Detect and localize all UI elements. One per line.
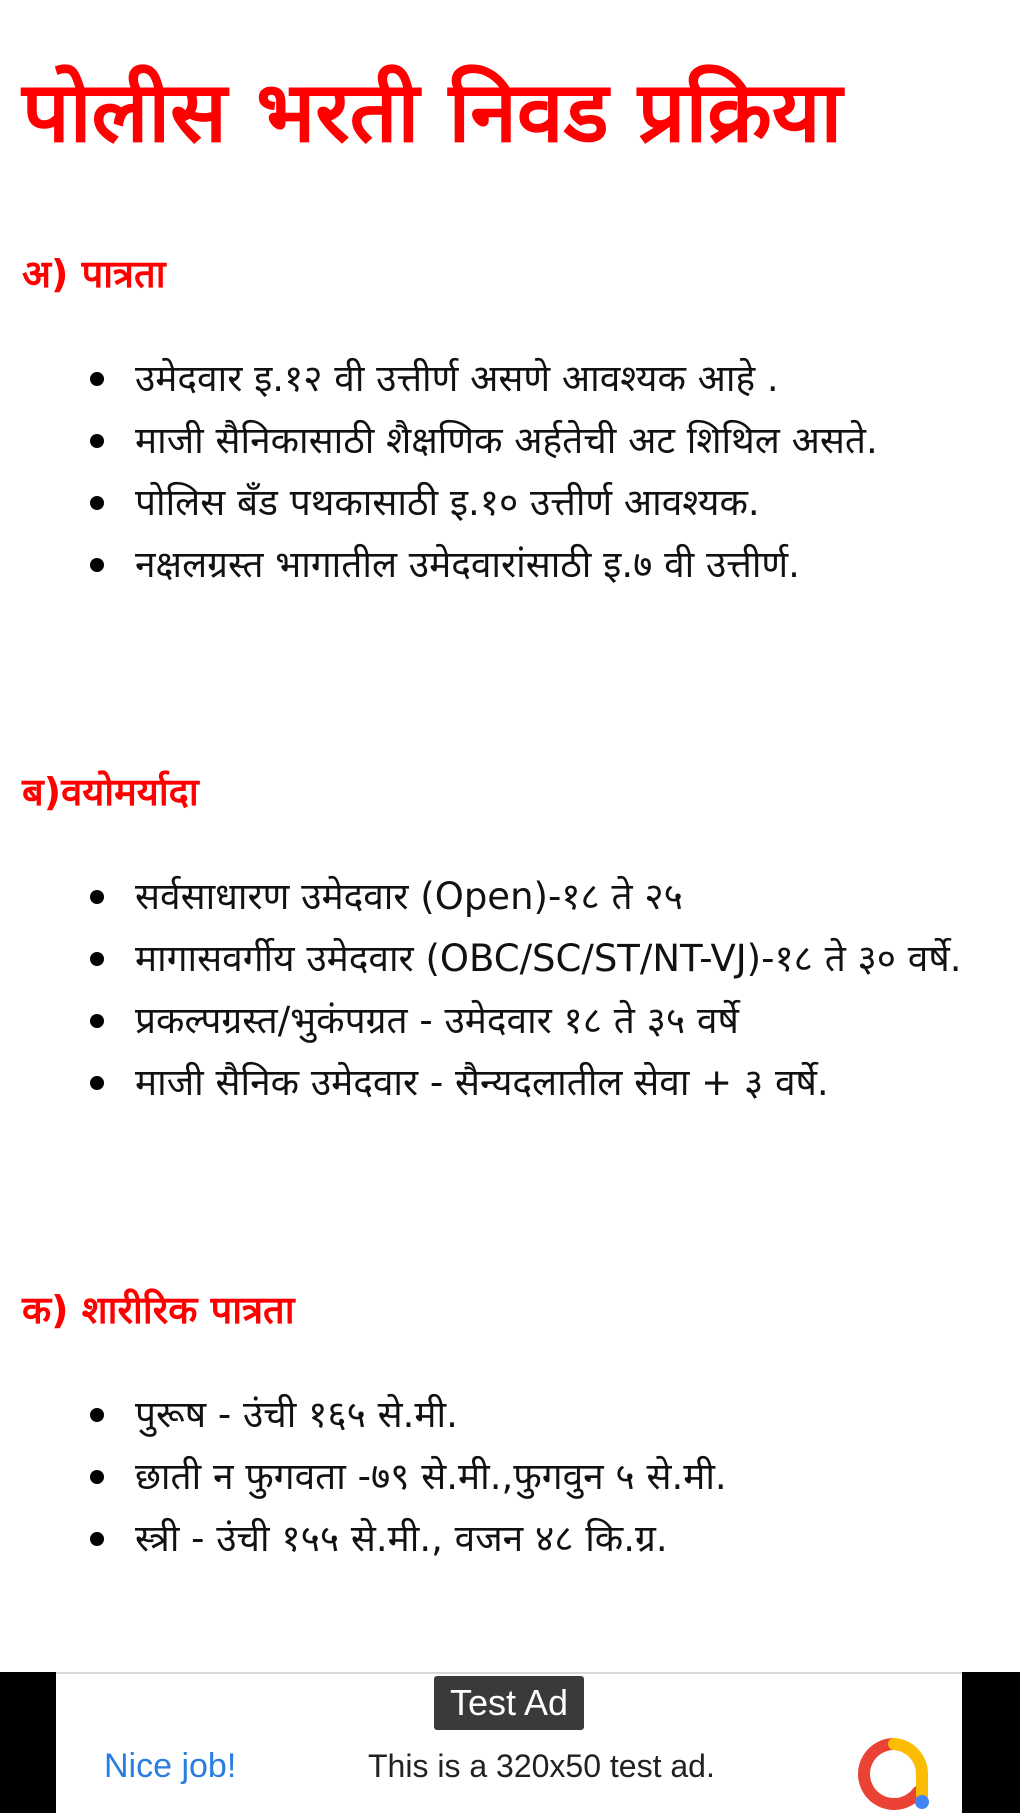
- bullet-icon: [90, 372, 104, 386]
- age-limit-list: [0, 866, 1000, 1114]
- bullet-icon: [90, 1014, 104, 1028]
- ad-banner[interactable]: [0, 1672, 1020, 1813]
- test-ad-label: Test Ad: [434, 1676, 584, 1730]
- physical-eligibility-list: [0, 1384, 1000, 1570]
- bullet-icon: [90, 890, 104, 904]
- ad-text: This is a 320x50 test ad.: [368, 1748, 715, 1784]
- list-item: उमेदवार इ.१२ वी उत्तीर्ण असणे आवश्यक आहे .: [0, 348, 1000, 410]
- bullet-icon: [90, 1532, 104, 1546]
- list-item: माजी सैनिक उमेदवार - सैन्यदलातील सेवा + ३ वर्षे.: [0, 1052, 1000, 1114]
- bullet-icon: [90, 952, 104, 966]
- page-title: पोलीस भरती निवड प्रक्रिया: [22, 63, 843, 161]
- bullet-icon: [90, 1076, 104, 1090]
- ad-cta-link[interactable]: Nice job!: [104, 1747, 237, 1785]
- admob-logo-icon: [856, 1736, 932, 1812]
- bullet-icon: [90, 496, 104, 510]
- bullet-icon: [90, 558, 104, 572]
- list-item: नक्षलग्रस्त भागातील उमेदवारांसाठी इ.७ वी उत्तीर्ण.: [0, 534, 1000, 596]
- list-item: सर्वसाधारण उमेदवार (Open)-१८ ते २५: [0, 866, 1000, 928]
- list-item: स्त्री - उंची १५५ से.मी., वजन ४८ कि.ग्र.: [0, 1508, 1000, 1570]
- list-item: छाती न फुगवता -७९ से.मी.,फुगवुन ५ से.मी.: [0, 1446, 1000, 1508]
- eligibility-list: [0, 348, 1000, 596]
- section-heading-physical-eligibility: क) शारीरिक पात्रता: [22, 1288, 295, 1332]
- list-item: मागासवर्गीय उमेदवार (OBC/SC/ST/NT-VJ)-१८ ते ३० वर्षे.: [0, 928, 1000, 990]
- bullet-icon: [90, 1470, 104, 1484]
- list-item: प्रकल्पग्रस्त/भुकंपग्रत - उमेदवार १८ ते ३५ वर्षे: [0, 990, 1000, 1052]
- bullet-icon: [90, 434, 104, 448]
- bullet-icon: [90, 1408, 104, 1422]
- section-heading-age-limit: ब)वयोमर्यादा: [22, 770, 199, 814]
- ad-content[interactable]: [56, 1672, 962, 1813]
- section-heading-eligibility: अ) पात्रता: [22, 252, 166, 296]
- list-item: पोलिस बँड पथकासाठी इ.१० उत्तीर्ण आवश्यक.: [0, 472, 1000, 534]
- list-item: पुरूष - उंची १६५ से.मी.: [0, 1384, 1000, 1446]
- list-item: माजी सैनिकासाठी शैक्षणिक अर्हतेची अट शिथिल असते.: [0, 410, 1000, 472]
